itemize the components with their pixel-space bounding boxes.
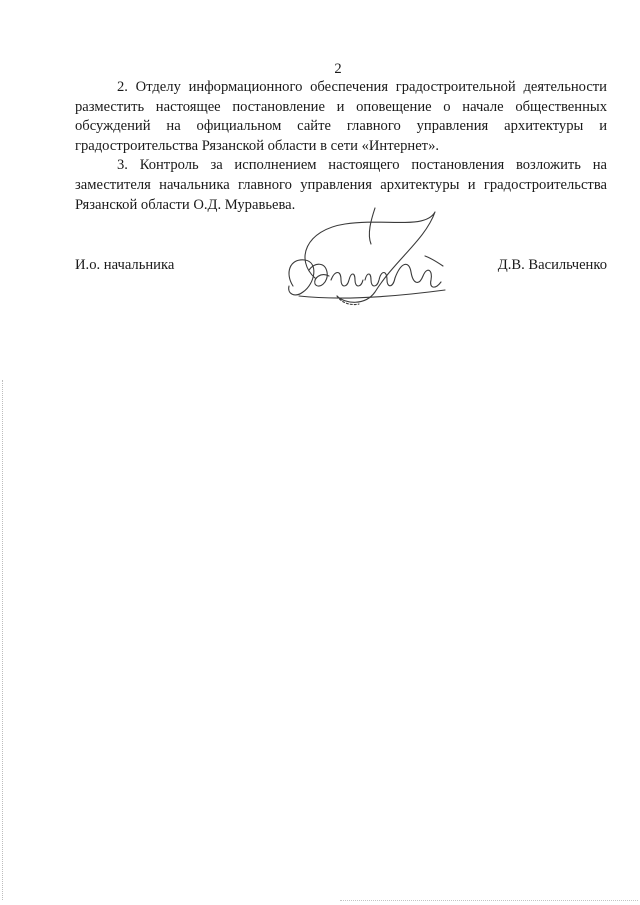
signature-block bbox=[75, 252, 607, 312]
scan-artifact-bottom bbox=[340, 900, 638, 902]
paragraph-3: 3. Контроль за исполнением настоящего постановления возложить на заместителя начальника главного управления архитектуры и градостроительства Рязанской области О.Д. Муравьева. bbox=[75, 157, 607, 213]
signatory-name: Д.В. Васильченко bbox=[497, 257, 607, 273]
page-number: 2 bbox=[334, 61, 342, 77]
handwritten-signature bbox=[275, 200, 465, 312]
scan-artifact-left bbox=[2, 380, 4, 900]
signatory-position: И.о. начальника bbox=[75, 257, 175, 273]
document-body bbox=[75, 78, 607, 215]
paragraph-2: 2. Отделу информационного обеспечения градостроительной деятельности разместить настоящее постановление и оповещение о начале общественных обсуждений на официальном сайте главного управления архитектуры и градостроительства Рязанской области в сети «Интернет». bbox=[75, 79, 607, 154]
